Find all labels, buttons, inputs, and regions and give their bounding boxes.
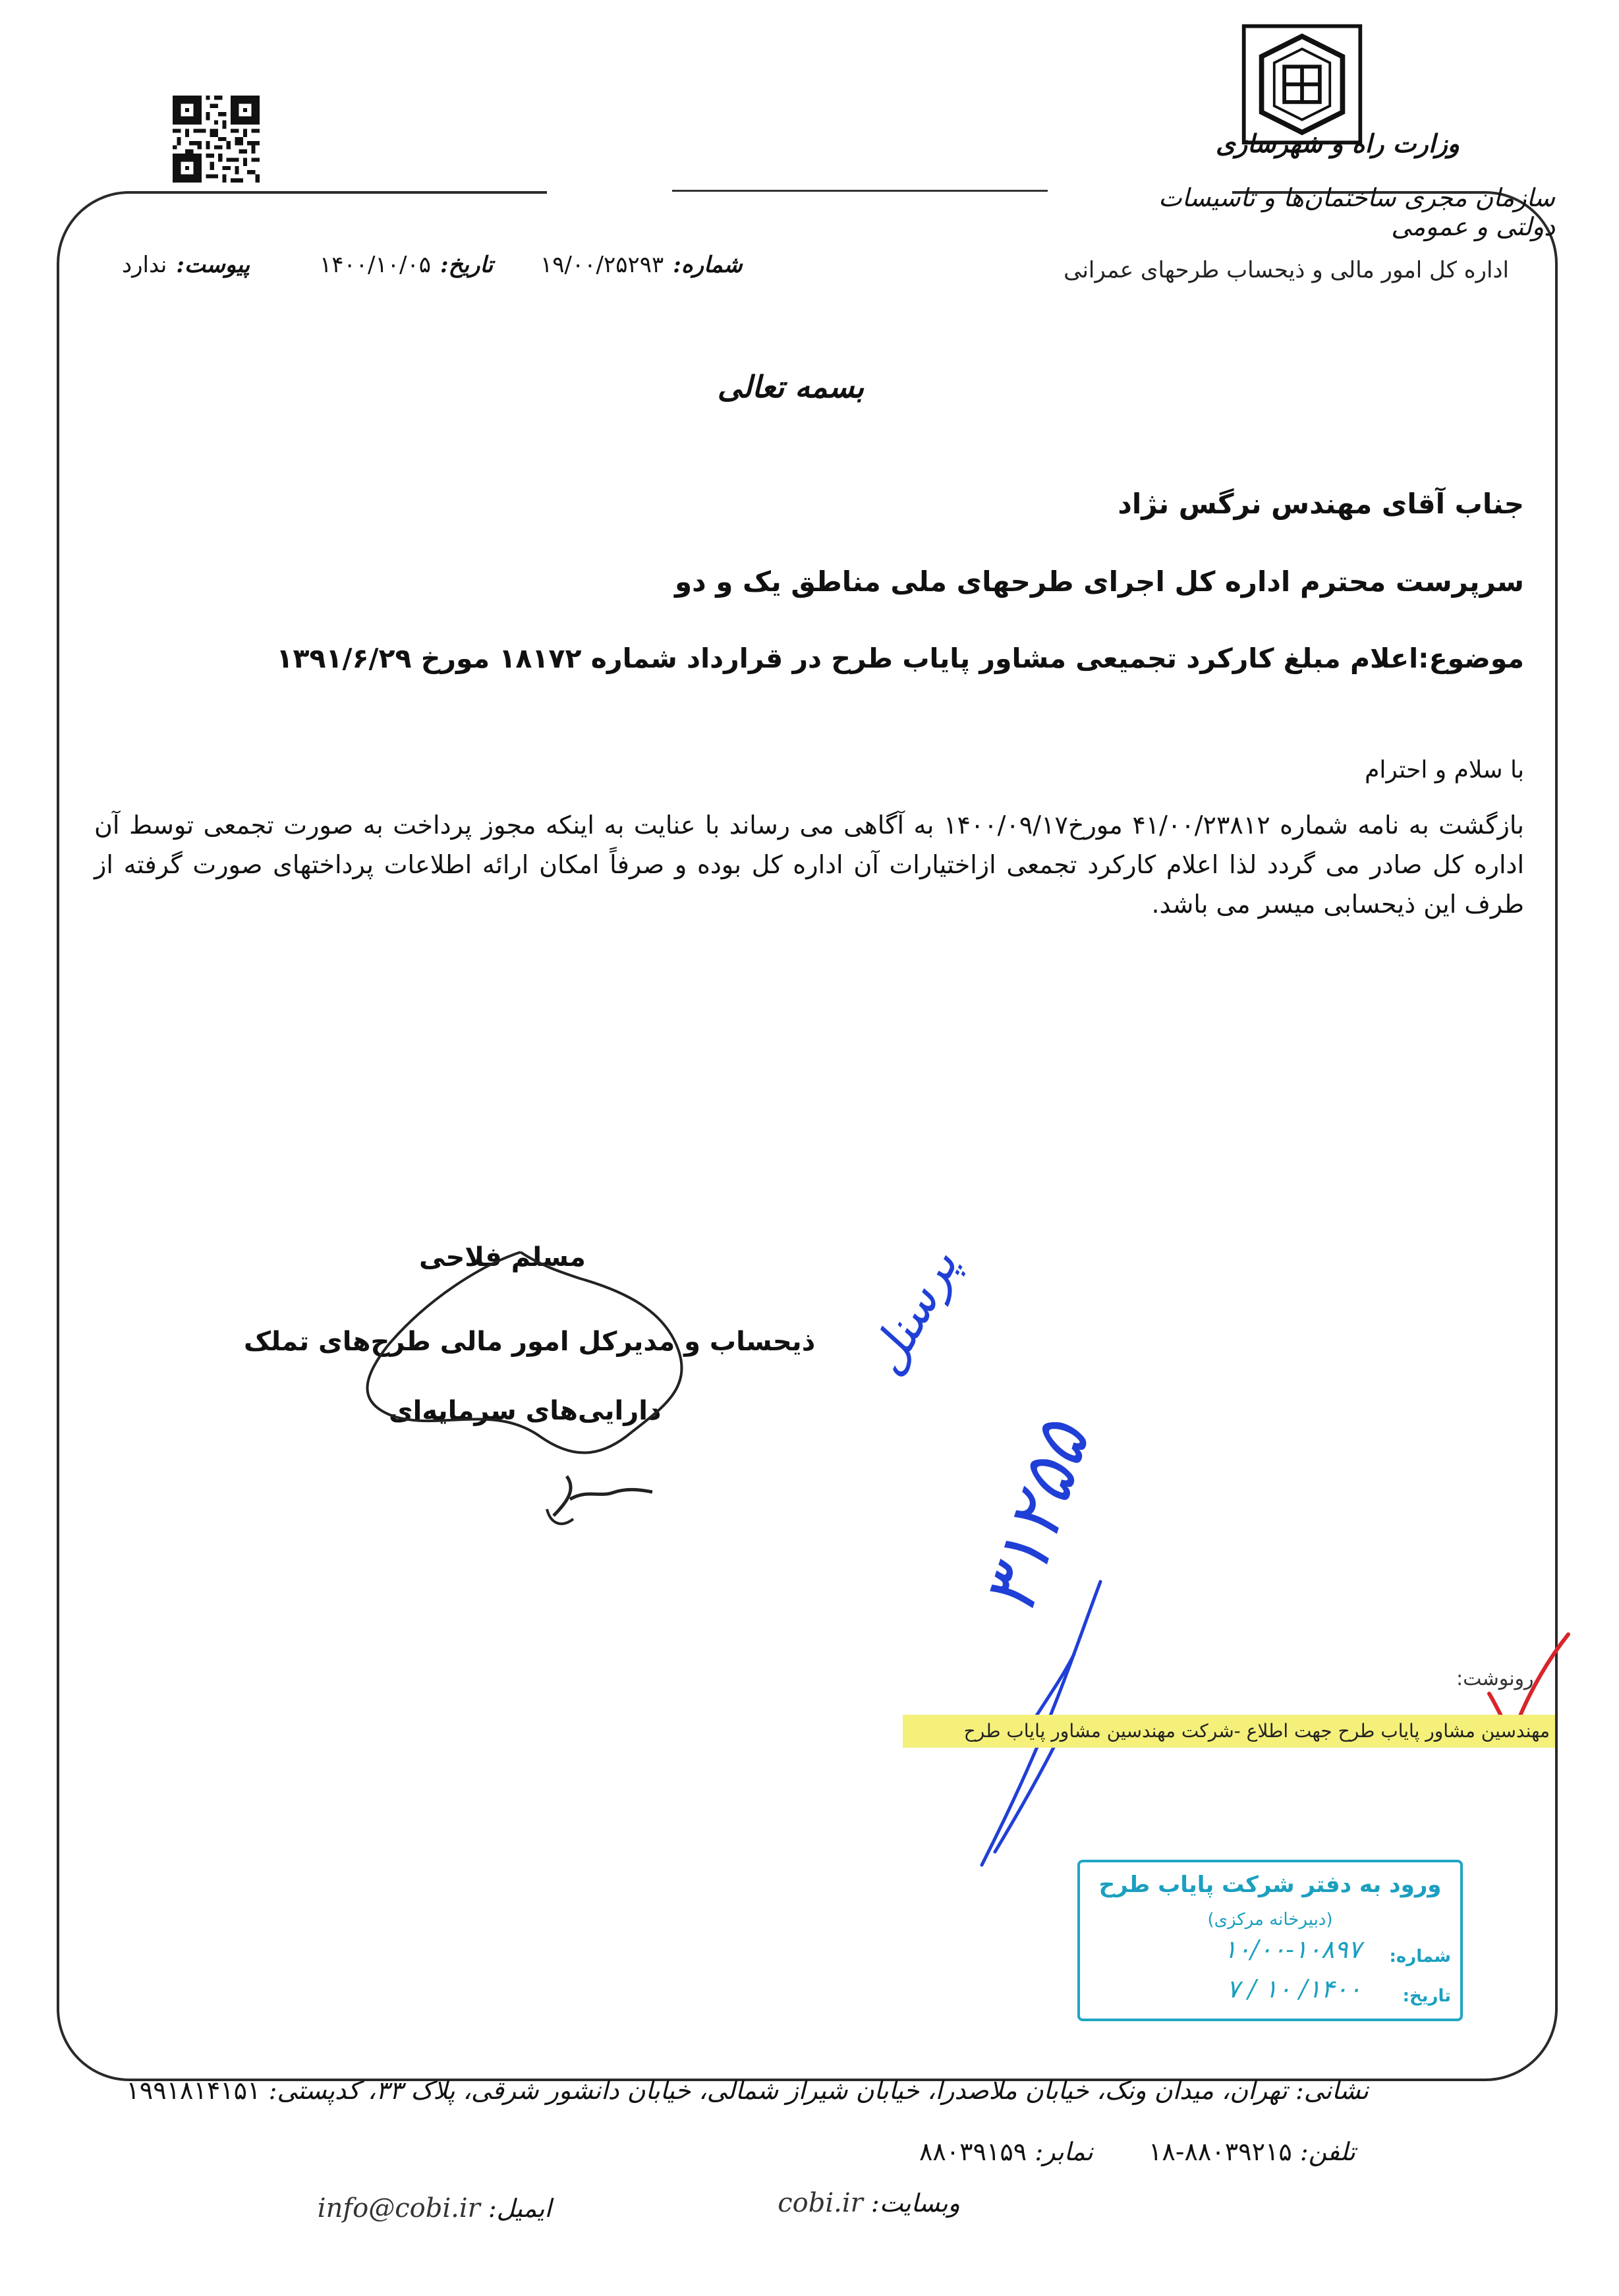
letter-subject: موضوع:اعلام مبلغ کارکرد تجمیعی مشاور پایاب طرح در قرارداد شماره ۱۸۱۷۲ مورخ ۱۳۹۱/۶/۲۹ bbox=[276, 643, 1524, 674]
stamp-subtitle: (دبیرخانه مرکزی) bbox=[1207, 1910, 1333, 1930]
footer-fax-label: نمابر: bbox=[1035, 2137, 1093, 2166]
stamp-date-value: ۱۴۰۰/ ۱۰ / ۷ bbox=[1226, 1974, 1361, 2003]
letter-attachment-value: ندارد bbox=[122, 252, 167, 278]
letter-number bbox=[540, 252, 743, 278]
footer-phone-fax bbox=[919, 2137, 1355, 2166]
letter-attachment bbox=[122, 252, 250, 278]
footer-address-label: نشانی: bbox=[1295, 2076, 1369, 2105]
letter-date-value: ۱۴۰۰/۱۰/۰۵ bbox=[320, 252, 432, 278]
footer-address bbox=[126, 2076, 1369, 2105]
department-name: اداره کل امور مالی و ذیحساب طرحهای عمرانی bbox=[1064, 257, 1509, 283]
footer-phone-label: تلفن: bbox=[1299, 2137, 1355, 2166]
footer-website-link[interactable]: cobi.ir bbox=[778, 2188, 863, 2218]
letter-date bbox=[320, 252, 493, 278]
footer-address-text: تهران، میدان ونک، خیابان ملاصدرا، خیابان شیراز شمالی، خیابان دانشور شرقی، پلاک ۳۳، کدپستی: bbox=[268, 2076, 1288, 2105]
stamp-date-label: تاریخ: bbox=[1402, 1986, 1451, 2006]
ministry-name: وزارت راه و شهرسازی bbox=[1215, 129, 1460, 158]
footer-email-label: ایمیل: bbox=[488, 2194, 552, 2223]
footer-email bbox=[318, 2193, 552, 2224]
header-divider bbox=[672, 190, 1048, 192]
stamp-number-value: ۱۰/۰۰-۱۰۸۹۷ bbox=[1223, 1935, 1361, 1964]
addressee-line-1: جناب آقای مهندس نرگس نژاد bbox=[1118, 488, 1524, 520]
letter-number-value: ۱۹/۰۰/۲۵۲۹۳ bbox=[540, 252, 664, 278]
letter-date-label: تاریخ: bbox=[440, 252, 494, 278]
footer-fax: ۸۸۰۳۹۱۵۹ bbox=[919, 2137, 1027, 2166]
organization-name: سازمان مجری ساختمان‌ها و تاسیسات دولتی و عمومی bbox=[1158, 183, 1555, 241]
addressee-line-2: سرپرست محترم اداره کل اجرای طرحهای ملی مناطق یک و دو bbox=[674, 565, 1524, 598]
letter-number-label: شماره: bbox=[673, 252, 743, 278]
bismillah: بسمه تعالی bbox=[717, 369, 865, 405]
footer-email-link[interactable]: info@cobi.ir bbox=[317, 2193, 480, 2224]
greeting: با سلام و احترام bbox=[1365, 757, 1524, 784]
cc-label: رونوشت: bbox=[1456, 1667, 1534, 1690]
letter-frame bbox=[57, 191, 1558, 2081]
footer-postal-code: ۱۹۹۱۸۱۴۱۵۱ bbox=[126, 2076, 261, 2105]
signatory-title-line-1: ذیحساب و مدیرکل امور مالی طرح‌های تملک bbox=[244, 1327, 816, 1357]
handwritten-note-word: پرسنل bbox=[857, 1240, 969, 1385]
received-stamp bbox=[1077, 1860, 1463, 2021]
footer-website bbox=[778, 2188, 960, 2218]
qr-code-icon bbox=[173, 96, 260, 183]
signatory-name: مسلم فلاحی bbox=[419, 1242, 586, 1273]
handwritten-note-number: ۳۱۲۵۵ bbox=[965, 1413, 1106, 1624]
footer-phone: ۸۸۰۳۹۲۱۵-۱۸ bbox=[1148, 2137, 1292, 2166]
footer-website-label: وبسایت: bbox=[870, 2189, 960, 2218]
stamp-title: ورود به دفتر شرکت پایاب طرح bbox=[1098, 1872, 1442, 1898]
stamp-number-label: شماره: bbox=[1389, 1947, 1451, 1966]
cc-recipients: مهندسین مشاور پایاب طرح جهت اطلاع -شرکت مهندسین مشاور پایاب طرح bbox=[903, 1715, 1555, 1748]
signatory-title-line-2: دارایی‌های سرمایه‌ای bbox=[389, 1396, 662, 1426]
letter-body: بازگشت به نامه شماره ۴۱/۰۰/۲۳۸۱۲ مورخ۱۴۰۰/۰۹/۱۷ به آگاهی می رساند با عنایت به اینکه مجوز پرداخت به صورت تجمعی توسط آن اداره کل صادر می گردد لذا اعلام کارکرد تجمعی ازاختیارات آن اداره کل بوده و صرفاً امکان ارائه اطلاعات پرداختهای صورت گرفته از طرف این ذیحسابی میسر می باشد. bbox=[94, 811, 1524, 919]
letter-attachment-label: پیوست: bbox=[176, 252, 250, 278]
